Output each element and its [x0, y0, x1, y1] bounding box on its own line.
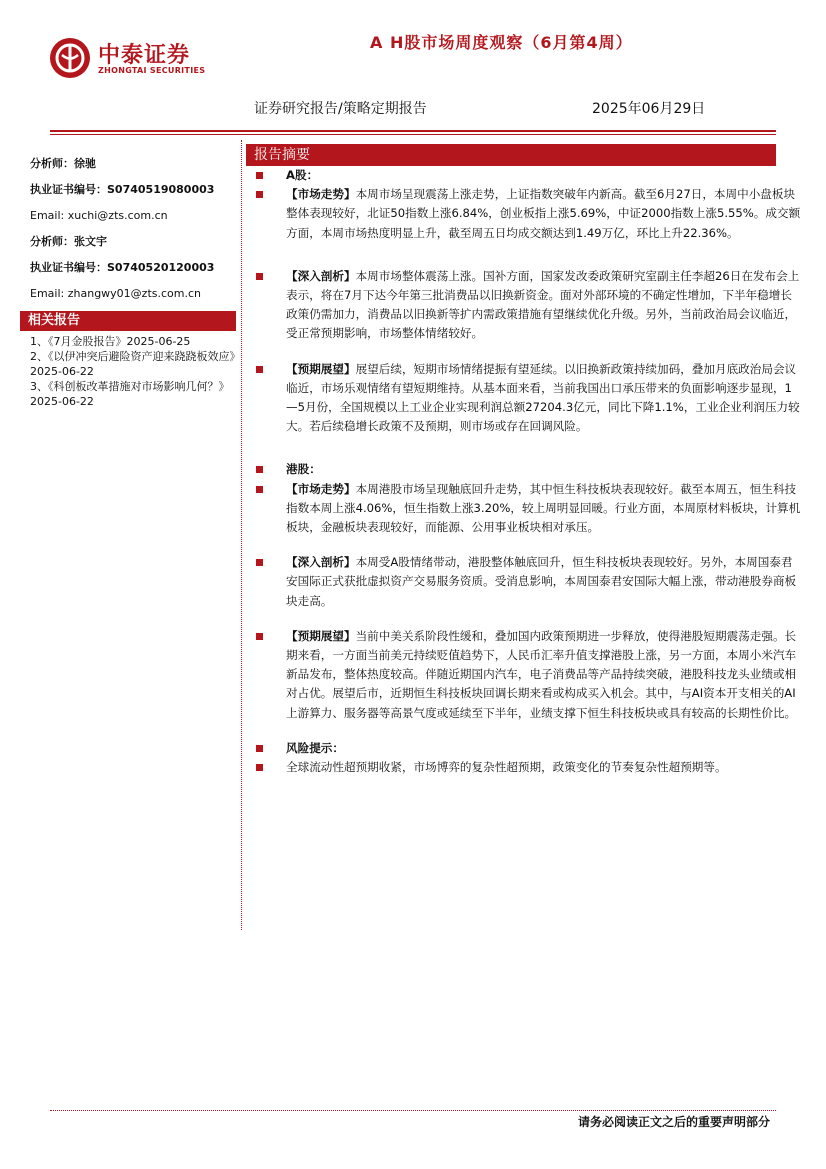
- footer-disclaimer: 请务必阅读正文之后的重要声明部分: [577, 1115, 770, 1129]
- analyst-name: 徐驰: [74, 157, 96, 170]
- analyst-block: [30, 154, 236, 226]
- brand-name-en: ZHONGTAI SECURITIES: [98, 66, 206, 75]
- analyst-email[interactable]: zhangwy01@zts.com.cn: [67, 287, 202, 300]
- related-report-item[interactable]: 3、《科创板改革措施对市场影响几何？》2025-06-22: [30, 380, 230, 408]
- logo-mark-icon: [50, 38, 90, 78]
- section-heading-risk: 风险提示：: [256, 739, 801, 758]
- header-rule: [50, 130, 776, 132]
- header-rule-thin: [50, 134, 776, 135]
- analyst-cert-row: 执业证书编号：S0740520120003: [30, 261, 215, 274]
- summary-paragraph: 【预期展望】展望后续，短期市场情绪提振有望延续。以旧换新政策持续加码，叠加月底政治局会议临近，市场乐观情绪有望短期维持。从基本面来看，当前我国出口承压带来的负面影响逐步显现，1—5月份，全国规模以上工业企业实现利润总额27204.3亿元，同比下降1.1%，工业企业利润压力较大。若后续稳增长政策不及预期，则市场或存在回调风险。: [256, 360, 801, 437]
- bullet-square-icon: [256, 466, 263, 473]
- analyst-email-row: Email: zhangwy01@zts.com.cn: [30, 287, 202, 300]
- analyst-name-row: 分析师：张文宇: [30, 235, 107, 248]
- analyst-block: [30, 232, 236, 304]
- column-divider: [241, 140, 242, 930]
- analyst-email-row: Email: xuchi@zts.com.cn: [30, 209, 168, 222]
- analyst-name: 张文宇: [74, 235, 107, 248]
- summary-header: 报告摘要: [246, 144, 776, 166]
- related-report-item[interactable]: 1、《7月金股报告》2025-06-25: [30, 335, 191, 348]
- summary-paragraph: 【深入剖析】本周受A股情绪带动，港股整体触底回升，恒生科技板块表现较好。另外，本周国泰君安国际正式获批虚拟资产交易服务资质。受消息影响，本周国泰君安国际大幅上涨，带动港股券商板块走高。: [256, 553, 801, 611]
- summary-paragraph: 【深入剖析】本周市场整体震荡上涨。国补方面，国家发改委政策研究室副主任李超26日在发布会上表示，将在7月下达今年第三批消费品以旧换新资金。面对外部环境的不确定性增加，下半年稳增长政策仍需加力，消费品以旧换新等扩内需政策措施有望继续优化升级。另外，当前政治局会议临近，受正常预期影响，市场整体情绪较好。: [256, 267, 801, 344]
- summary-paragraph: 【市场走势】本周市场呈现震荡上涨走势，上证指数突破年内新高。截至6月27日，本周中小盘板块整体表现较好，北证50指数上涨6.84%，创业板指上涨5.69%，中证2000指数上涨5.55%。成交额方面，本周市场热度明显上升，截至周五日均成交额达到1.49万亿，环比上升22.36%。: [256, 185, 801, 243]
- analyst-panel: [30, 154, 236, 304]
- summary-paragraph: 【市场走势】本周港股市场呈现触底回升走势，其中恒生科技板块表现较好。截至本周五，恒生科技指数本周上涨4.06%，恒生指数上涨3.20%，较上周明显回暖。行业方面，本周原材料板块，计算机板块，金融板块表现较好，而能源、公用事业板块相对承压。: [256, 480, 801, 538]
- report-type: 证券研究报告/策略定期报告: [254, 101, 427, 117]
- analyst-cert-row: 执业证书编号：S0740519080003: [30, 183, 215, 196]
- bullet-square-icon: [256, 633, 263, 640]
- report-date: 2025年06月29日: [592, 101, 706, 117]
- bullet-square-icon: [256, 745, 263, 752]
- bullet-square-icon: [256, 172, 263, 179]
- summary-paragraph: 全球流动性超预期收紧，市场博弈的复杂性超预期，政策变化的节奏复杂性超预期等。: [256, 758, 801, 777]
- analyst-name-row: 分析师：徐驰: [30, 157, 96, 170]
- analyst-email[interactable]: xuchi@zts.com.cn: [67, 209, 168, 222]
- related-report-item[interactable]: 2、《以伊冲突后避险资产迎来跷跷板效应》2025-06-22: [30, 350, 235, 378]
- summary-body: [256, 166, 801, 777]
- section-heading-hk: 港股：: [256, 460, 801, 479]
- bullet-square-icon: [256, 273, 263, 280]
- brand-name-cn: 中泰证券: [98, 43, 191, 68]
- document-title: A H股市场周度观察（6月第4周）: [370, 33, 633, 52]
- summary-paragraph: 【预期展望】当前中美关系阶段性缓和，叠加国内政策预期进一步释放，使得港股短期震荡走强。长期来看，一方面当前美元持续贬值趋势下，人民币汇率升值支撑港股上涨，另一方面，本周小米汽车新品发布，整体热度较高。伴随近期国内汽车，电子消费品等产品持续突破，港股科技龙头业绩或相对占优。展望后市，近期恒生科技板块回调长期来看或构成买入机会。其中，与AI资本开支相关的AI上游算力、服务器等高景气度或延续至下半年，业绩支撑下恒生科技板块或具有较高的长期性价比。: [256, 627, 801, 723]
- related-reports-header: 相关报告: [20, 311, 236, 331]
- bullet-square-icon: [256, 191, 263, 198]
- bullet-square-icon: [256, 486, 263, 493]
- bullet-square-icon: [256, 366, 263, 373]
- related-reports-list: [30, 334, 236, 409]
- analyst-cert: S0740520120003: [107, 261, 215, 274]
- footer-rule: [50, 1110, 776, 1111]
- bullet-square-icon: [256, 559, 263, 566]
- bullet-square-icon: [256, 764, 263, 771]
- analyst-cert: S0740519080003: [107, 183, 215, 196]
- brand-logo: [50, 38, 218, 82]
- section-heading-a-share: A股：: [256, 166, 801, 185]
